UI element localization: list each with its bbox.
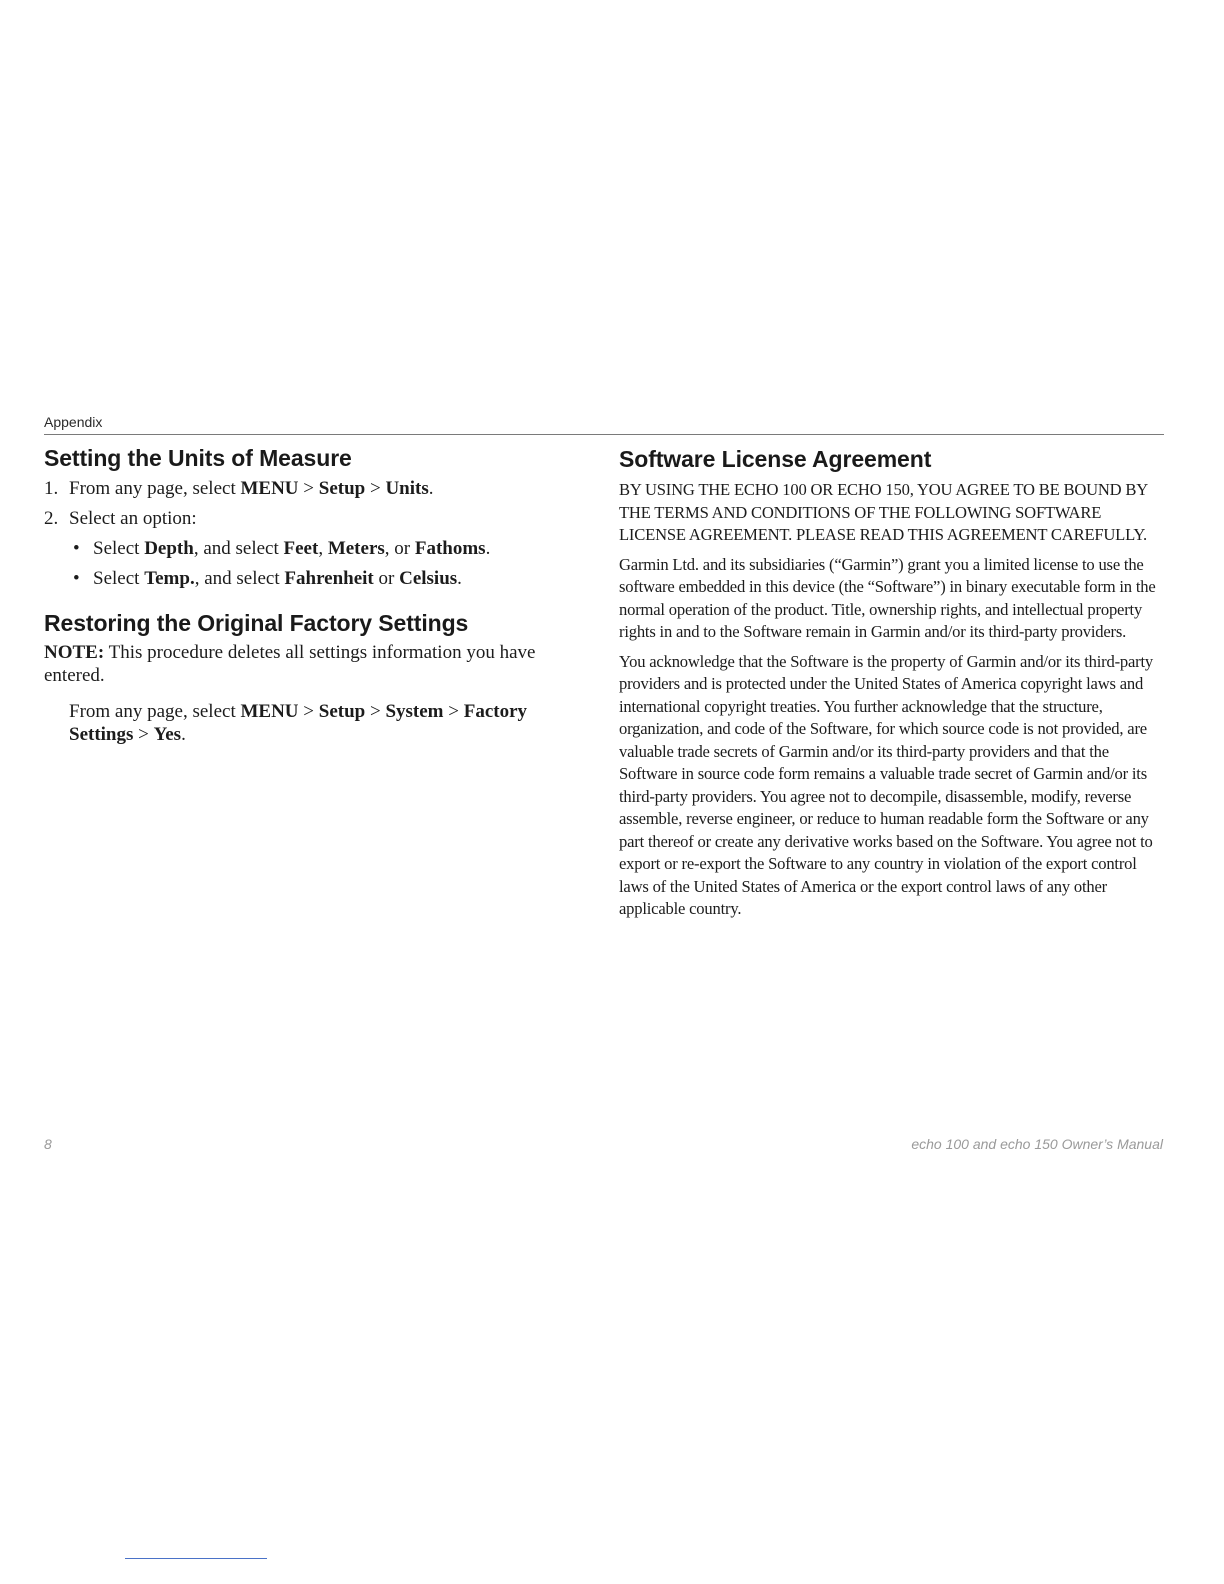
license-body: [619, 479, 1169, 921]
or-text: or: [373, 568, 400, 589]
menu-key: MENU: [240, 701, 299, 722]
right-column: [619, 445, 1169, 921]
feet-key: Feet: [283, 538, 319, 559]
temp-key: Temp.: [144, 568, 195, 589]
setup-key: Setup: [318, 478, 366, 499]
yes-key: Yes: [153, 724, 182, 745]
separator: >: [365, 478, 386, 499]
option-text: Select: [93, 538, 145, 559]
option-end: .: [457, 568, 462, 589]
separator: >: [365, 701, 386, 722]
step-number: 2.: [44, 508, 59, 529]
step-text: From any page, select: [69, 478, 241, 499]
step-item: [44, 507, 576, 530]
meters-key: Meters: [327, 538, 385, 559]
note-text: This procedure deletes all settings information you have entered.: [44, 642, 536, 686]
separator: >: [298, 701, 319, 722]
setup-key: Setup: [318, 701, 366, 722]
factory-heading: Restoring the Original Factory Settings: [44, 610, 469, 636]
fathoms-key: Fathoms: [414, 538, 486, 559]
path-text: From any page, select: [69, 701, 241, 722]
license-paragraph-2: You acknowledge that the Software is the property of Garmin and/or its third-party providers and is protected under the United States of America copyright laws and international copyright treaties. You further acknowledge that the structure, organization, and code of the Software, for which source code is not provided, are valuable trade secrets of Garmin and/or its third-party providers and that the Software in source code form remains a valuable trade secret of Garmin and/or its third-party providers. You agree not to decompile, disassemble, modify, reverse assemble, reverse engineer, or reduce to human readable form the Software or any part thereof or create any derivative works based on the Software. You agree not to export or re-export the Software to any country in violation of the export control laws of the United States of America or the export control laws of any other applicable country.: [619, 651, 1153, 918]
page-number: 8: [44, 1136, 52, 1152]
system-key: System: [385, 701, 444, 722]
fahrenheit-key: Fahrenheit: [284, 568, 374, 589]
note-paragraph: [44, 641, 576, 687]
menu-key: MENU: [240, 478, 299, 499]
step-text: Select an option:: [69, 508, 197, 529]
separator: >: [133, 724, 154, 745]
units-heading: Setting the Units of Measure: [44, 445, 352, 471]
note-label: NOTE:: [44, 642, 105, 663]
left-column: [44, 444, 576, 746]
license-caps-paragraph: BY USING THE ECHO 100 OR ECHO 150, YOU AGREE TO BE BOUND BY THE TERMS AND CONDITIONS OF THE FOLLOWING SOFTWARE LICENSE AGREEMENT. PLEASE READ THIS AGREEMENT CAREFULLY.: [619, 480, 1148, 544]
depth-key: Depth: [144, 538, 194, 559]
option-item: [44, 537, 576, 560]
license-heading: Software License Agreement: [619, 446, 932, 472]
option-text: , and select: [194, 568, 285, 589]
option-item: [44, 567, 576, 590]
units-steps: [44, 477, 576, 530]
celsius-key: Celsius: [399, 568, 458, 589]
units-key: Units: [385, 478, 429, 499]
step-end: .: [428, 478, 434, 499]
bullet-icon: •: [73, 568, 80, 589]
path-end: .: [181, 724, 186, 745]
factory-settings-key: Factory Settings: [69, 701, 528, 745]
comma: , or: [384, 538, 415, 559]
separator: >: [298, 478, 319, 499]
option-text: Select: [93, 568, 145, 589]
bullet-icon: •: [73, 538, 80, 559]
manual-title: echo 100 and echo 150 Owner’s Manual: [911, 1136, 1163, 1152]
comma: ,: [318, 538, 328, 559]
bottom-divider: [125, 1558, 267, 1559]
separator: >: [443, 701, 464, 722]
license-paragraph-1: Garmin Ltd. and its subsidiaries (“Garmin”) grant you a limited license to use the software embedded in this device (the “Software”) in binary executable form in the normal operation of the product. Title, ownership rights, and intellectual property rights in and to the Software remain in Garmin and/or its third-party providers.: [619, 554, 1156, 641]
header-rule: [44, 434, 1164, 435]
section-label: Appendix: [44, 414, 103, 430]
factory-path: [44, 700, 576, 746]
step-item: [44, 477, 576, 500]
option-text: , and select: [193, 538, 284, 559]
units-options: [44, 537, 576, 590]
step-number: 1.: [44, 478, 59, 499]
option-end: .: [485, 538, 491, 559]
